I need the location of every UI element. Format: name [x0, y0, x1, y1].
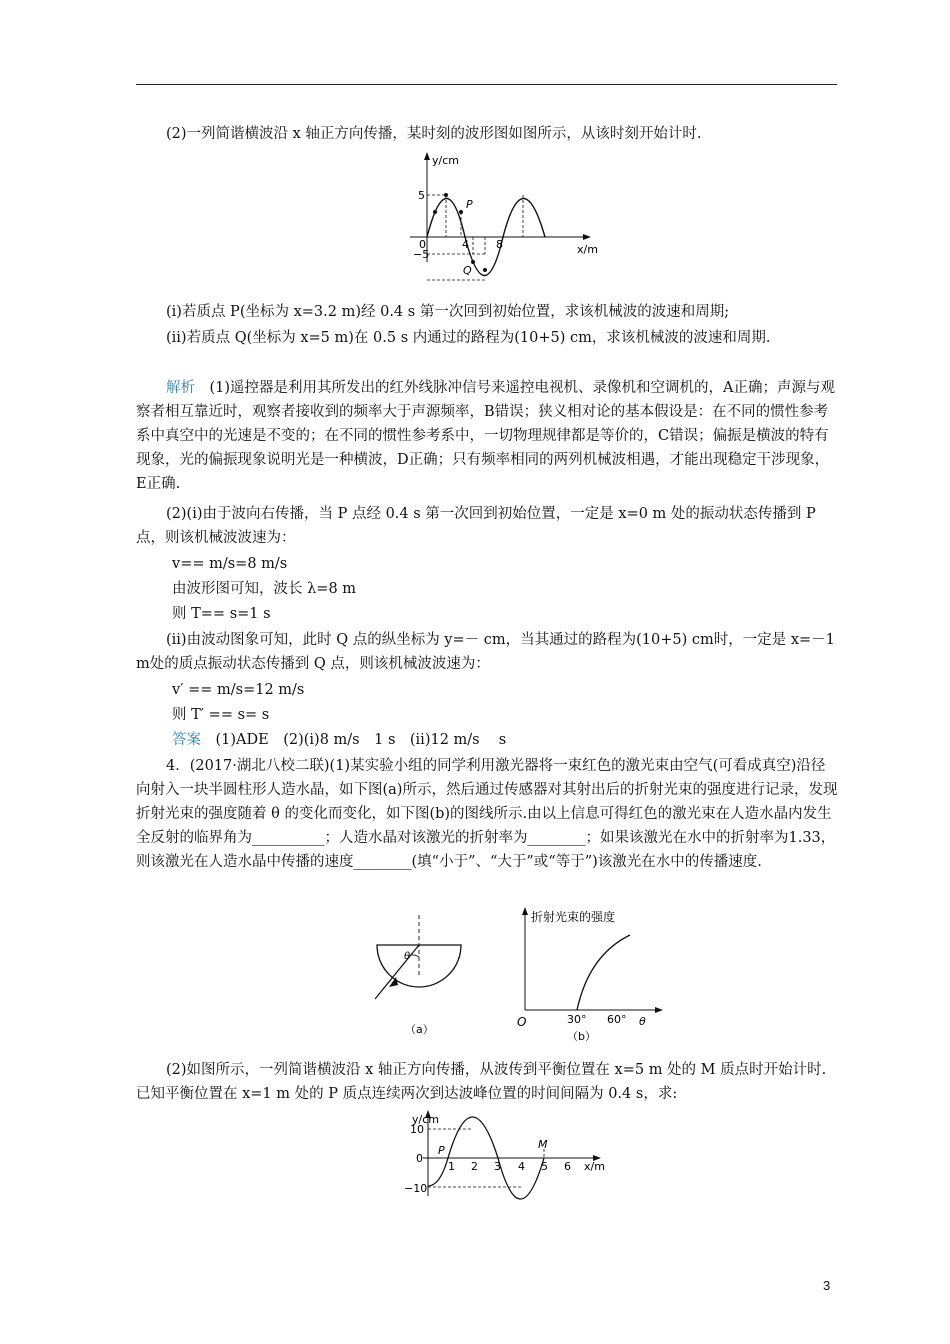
fig3-tick-3: 3: [494, 1160, 501, 1173]
fig2b-caption: （b）: [567, 1030, 596, 1043]
fig2b-theta-axis: θ: [639, 1015, 646, 1028]
wave-figure-1: [405, 150, 625, 277]
fig1-label-P: P: [466, 198, 473, 211]
fig3-tick-1: 1: [448, 1160, 455, 1173]
fig1-tick-0: 0: [419, 238, 426, 251]
fig3-label-P: P: [438, 1144, 445, 1157]
fig1-tick-minus-5: −5: [413, 248, 430, 261]
fig3-label-M: M: [538, 1138, 548, 1151]
fig2b-tick-60: 60°: [607, 1013, 627, 1026]
fig3-tick-0: 0: [416, 1152, 423, 1165]
fig2b-y-label: 折射光束的强度: [531, 910, 616, 924]
fig1-tick-8: 8: [496, 238, 503, 251]
fig3-tick-6: 6: [564, 1160, 571, 1173]
fig2b-origin-label: O: [517, 1015, 527, 1029]
fig1-tick-4: 4: [462, 238, 469, 251]
analysis-label: 解析: [166, 380, 195, 396]
page-number: 3: [823, 1278, 831, 1293]
intensity-graph-figure: [515, 905, 665, 1045]
question-4-part-2: (2)如图所示，一列简谐横波沿 x 轴正方向传播，从波传到平衡位置在 x=5 m 处的 M 质点时开始计时. 已知平衡位置在 x=1 m 处的 P 质点连续两次到达波峰位置的时间间隔为 0.4 s，求:: [136, 1062, 827, 1102]
answer-label: 答案: [172, 732, 201, 748]
wave-figure-2: [398, 1108, 618, 1198]
fig3-x-label: x/m: [584, 1160, 605, 1173]
fig1-x-label: x/m: [577, 243, 598, 256]
fig3-tick-2: 2: [471, 1160, 478, 1173]
equation-v: v== m/s=8 m/s: [172, 556, 288, 572]
fig3-tick-minus-10: −10: [404, 1182, 428, 1195]
solution-part-i: (2)(ⅰ)由于波向右传播，当 P 点经 0.4 s 第一次回到初始位置，一定是 x=0 m 处的振动状态传播到 P 点，则该机械波波速为：: [136, 506, 816, 546]
question-4: 4．(2017·湖北八校二联)(1)某实验小组的同学利用激光器将一束红色的激光束由空气(可看成真空)沿径向射入一块半圆柱形人造水晶，如下图(a)所示，然后通过传感器对其射出后的折射光束的强度进行记录，发现折射光束的强度随着 θ 的变化而变化，如下图(b)的图线所示.由以上信息可得红色的激光束在人造水晶内发生全反射的临界角为__________；人造水晶对该激光的折射率为________；如果该激光在水中的折射率为1.33，则该激光在人造水晶中传播的速度________(填“小于”、“大于”或“等于”)该激光在水中的传播速度.: [136, 758, 838, 870]
question-2-intro: (2)一列简谐横波沿 x 轴正方向传播，某时刻的波形图如图所示，从该时刻开始计时.: [166, 126, 702, 142]
fig2a-theta-label: θ: [404, 951, 411, 962]
equation-period: 则 T== s=1 s: [172, 606, 271, 622]
equation-wavelength: 由波形图可知，波长 λ=8 m: [172, 581, 357, 597]
analysis-text: (1)遥控器是利用其所发出的红外线脉冲信号来遥控电视机、录像机和空调机的，A正确；声源与观察者相互靠近时，观察者接收到的频率大于声源频率，B错误；狭义相对论的基本假设是：在不同的惯性参考系中真空中的光速是不变的；在不同的惯性参考系中，一切物理规律都是等价的，C错误；偏振是横波的特有现象，光的偏振现象说明光是一种横波，D正确；只有频率相同的两列机械波相遇，才能出现稳定干涉现象，E正确.: [136, 380, 836, 492]
fig3-y-label: y/cm: [412, 1113, 439, 1126]
answer-text: (1)ADE (2)(ⅰ)8 m/s 1 s (ⅱ)12 m/s s: [215, 732, 507, 748]
fig3-tick-10: 10: [410, 1123, 424, 1136]
solution-part-ii: (ⅱ)由波动图象可知，此时 Q 点的纵坐标为 y=－ cm，当其通过的路程为(10+5) cm时，一定是 x=－1 m处的质点振动状态传播到 Q 点，则该机械波波速为：: [136, 632, 835, 672]
answer-line: [172, 728, 506, 752]
question-2-part-i: (ⅰ)若质点 P(坐标为 x=3.2 m)经 0.4 s 第一次回到初始位置，求该机械波的波速和周期;: [166, 304, 730, 320]
fig3-tick-4: 4: [518, 1160, 525, 1173]
fig2a-caption: （a）: [405, 1023, 434, 1036]
header-rule: [136, 84, 837, 85]
equation-period-prime: 则 T′ == s= s: [172, 707, 270, 723]
fig3-tick-5: 5: [541, 1160, 548, 1173]
fig2b-tick-30: 30°: [567, 1013, 587, 1026]
semicircle-crystal-figure: [365, 905, 485, 1040]
equation-v-prime: v′ == m/s=12 m/s: [172, 682, 305, 698]
question-2-part-ii: (ⅱ)若质点 Q(坐标为 x=5 m)在 0.5 s 内通过的路程为(10+5) cm，求该机械波的波速和周期.: [166, 330, 771, 346]
fig1-label-Q: Q: [463, 264, 472, 277]
fig1-y-label: y/cm: [432, 154, 459, 167]
fig1-tick-5: 5: [418, 189, 425, 202]
analysis-paragraph: [136, 376, 838, 496]
